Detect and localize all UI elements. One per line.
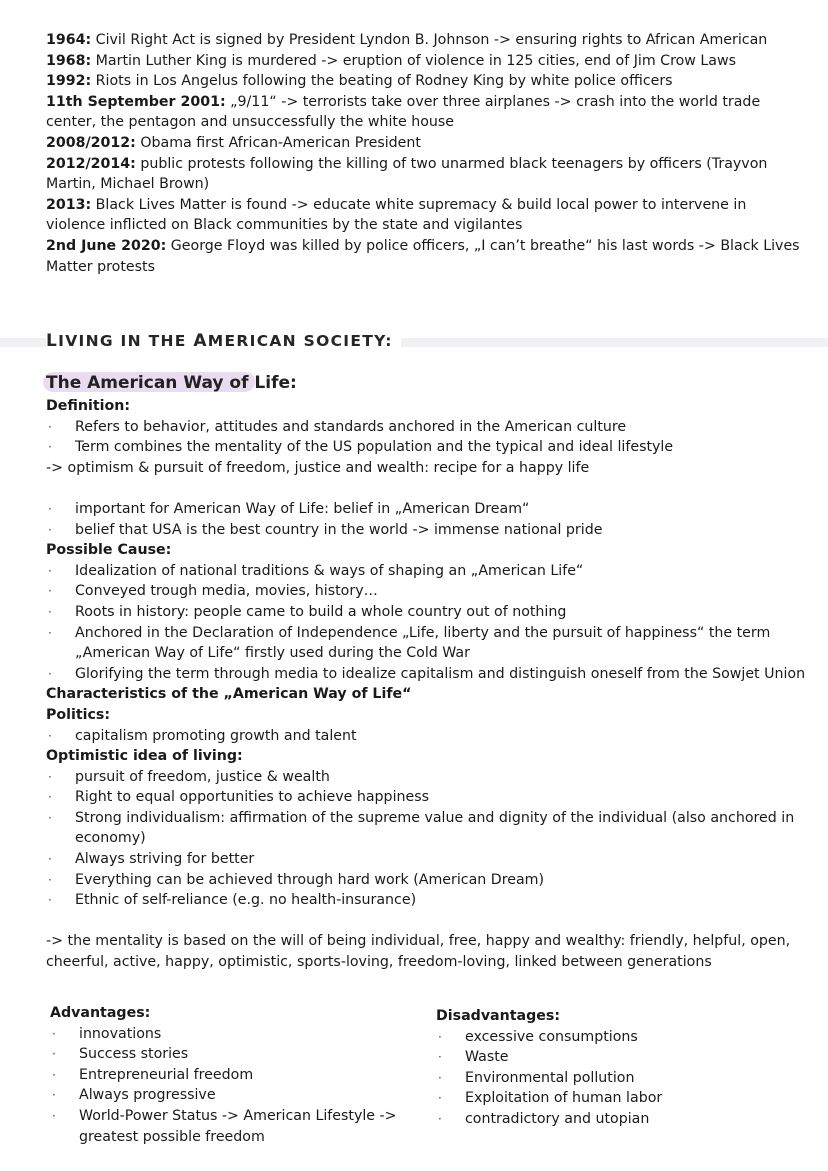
- bullet-icon: ·: [48, 872, 52, 887]
- timeline-text: Civil Right Act is signed by President Lyndon B. Johnson -> ensuring rights to African American: [91, 32, 768, 48]
- spacer: [46, 911, 806, 932]
- bullet-icon: ·: [438, 1029, 442, 1044]
- list-item: · Environmental pollution: [436, 1068, 806, 1089]
- timeline-text: public protests following the killing of two unarmed black teenagers by officers (Trayvon Martin, Michael Brown): [46, 155, 768, 193]
- definition-list: [46, 417, 806, 458]
- bullet-icon: ·: [48, 893, 52, 908]
- timeline-entry: [46, 133, 806, 154]
- optimistic-list: [46, 767, 806, 911]
- list-item: · contradictory and utopian: [436, 1109, 806, 1130]
- bullet-icon: ·: [48, 522, 52, 537]
- bullet-icon: ·: [438, 1070, 442, 1085]
- bullet-icon: ·: [52, 1088, 56, 1103]
- list-item: · Right to equal opportunities to achieve happiness: [46, 787, 806, 808]
- timeline-date: 2013:: [46, 196, 92, 213]
- list-item: · Ethnic of self-reliance (e.g. no health-insurance): [46, 890, 806, 911]
- list-item: · important for American Way of Life: belief in „American Dream“: [46, 499, 806, 520]
- bullet-icon: ·: [52, 1026, 56, 1041]
- timeline-date: 11th September 2001:: [46, 93, 226, 110]
- list-item: · Always progressive: [50, 1085, 410, 1106]
- disadvantages-list: [436, 1027, 806, 1130]
- subheading: The American Way of Life:: [46, 371, 297, 395]
- list-item: · excessive consumptions: [436, 1027, 806, 1048]
- list-item: · innovations: [50, 1024, 410, 1045]
- list-item: · Glorifying the term through media to idealize capitalism and distinguish oneself from the Sowjet Union: [46, 664, 806, 685]
- mentality-paragraph: -> the mentality is based on the will of being individual, free, happy and wealthy: friendly, helpful, open, cheerful, active, happy, optimistic, sports-loving, freedom-loving, linked between generations: [46, 933, 791, 971]
- definition-list-2: [46, 499, 806, 540]
- list-item: · Exploitation of human labor: [436, 1088, 806, 1109]
- timeline-entry: [46, 154, 806, 195]
- bullet-icon: ·: [48, 625, 52, 640]
- definition-label: Definition:: [46, 398, 131, 414]
- advantages-column: [50, 1003, 410, 1147]
- bullet-icon: ·: [48, 604, 52, 619]
- optimistic-label: Optimistic idea of living:: [46, 748, 243, 765]
- bullet-icon: ·: [48, 790, 52, 805]
- bullet-icon: ·: [52, 1047, 56, 1062]
- timeline-entry: [46, 71, 806, 92]
- timeline-date: 1968:: [46, 52, 92, 69]
- bullet-icon: ·: [438, 1111, 442, 1126]
- bullet-icon: ·: [52, 1108, 56, 1123]
- bullet-icon: ·: [48, 440, 52, 455]
- bullet-icon: ·: [48, 501, 52, 516]
- bullet-icon: ·: [48, 419, 52, 434]
- bullet-icon: ·: [48, 810, 52, 825]
- spacer: [46, 478, 806, 499]
- timeline-entry: [46, 51, 806, 72]
- advantages-label: Advantages:: [50, 1005, 151, 1021]
- section-heading: LIVING IN THE AMERICAN SOCIETY:: [46, 330, 401, 352]
- list-item: · Term combines the mentality of the US population and the typical and ideal lifestyle: [46, 437, 806, 458]
- politics-list: [46, 726, 806, 747]
- characteristics-label: Characteristics of the „American Way of Life“: [46, 686, 412, 703]
- bullet-icon: ·: [48, 666, 52, 681]
- bullet-icon: ·: [438, 1091, 442, 1106]
- list-item: · Refers to behavior, attitudes and standards anchored in the American culture: [46, 417, 806, 438]
- list-item: · Strong individualism: affirmation of the supreme value and dignity of the individual (also anchored in economy): [48, 809, 795, 847]
- list-item: · pursuit of freedom, justice & wealth: [46, 767, 806, 788]
- timeline-date: 1992:: [46, 73, 92, 90]
- bullet-icon: ·: [48, 563, 52, 578]
- main-content: [46, 396, 806, 973]
- timeline-text: „9/11“ -> terrorists take over three airplanes -> crash into the world trade center, the pentagon and unsuccessfully the white house: [46, 93, 761, 131]
- timeline-text: Riots in Los Angelus following the beating of Rodney King by white police officers: [91, 73, 673, 90]
- timeline-date: 1964:: [46, 32, 92, 48]
- list-item: · Anchored in the Declaration of Independence „Life, liberty and the pursuit of happiness“ the term „American Way of Life“ firstly used during the Cold War: [48, 624, 771, 662]
- list-item: · Success stories: [50, 1044, 410, 1065]
- list-item: · Entrepreneurial freedom: [50, 1065, 410, 1086]
- timeline-text: Obama first African-American President: [135, 134, 421, 151]
- timeline-entry: [46, 92, 806, 133]
- list-item: · Conveyed trough media, movies, history…: [46, 581, 806, 602]
- timeline-entry: [46, 195, 806, 236]
- bullet-icon: ·: [48, 584, 52, 599]
- bullet-icon: ·: [48, 769, 52, 784]
- timeline-text: Martin Luther King is murdered -> eruption of violence in 125 cities, end of Jim Crow Laws: [91, 52, 736, 69]
- list-item: · Idealization of national traditions & ways of shaping an „American Life“: [46, 561, 806, 582]
- list-item: · Always striving for better: [46, 849, 806, 870]
- politics-label: Politics:: [46, 706, 111, 723]
- definition-conclusion: -> optimism & pursuit of freedom, justice and wealth: recipe for a happy life: [46, 459, 590, 476]
- timeline: [46, 30, 806, 277]
- bullet-icon: ·: [52, 1067, 56, 1082]
- list-item: · belief that USA is the best country in the world -> immense national pride: [46, 520, 806, 541]
- list-item: · Everything can be achieved through hard work (American Dream): [46, 870, 806, 891]
- bullet-icon: ·: [48, 852, 52, 867]
- timeline-entry: [46, 236, 806, 277]
- list-item: · World-Power Status -> American Lifestyle -> greatest possible freedom: [52, 1107, 397, 1145]
- timeline-entry: [46, 30, 806, 51]
- cause-label: Possible Cause:: [46, 542, 172, 559]
- disadvantages-column: [436, 1006, 806, 1130]
- timeline-date: 2012/2014:: [46, 155, 136, 172]
- timeline-date: 2008/2012:: [46, 134, 136, 151]
- advantages-list: [50, 1024, 410, 1148]
- timeline-date: 2nd June 2020:: [46, 237, 167, 254]
- list-item: · Roots in history: people came to build a whole country out of nothing: [46, 602, 806, 623]
- disadvantages-label: Disadvantages:: [436, 1008, 560, 1024]
- bullet-icon: ·: [438, 1050, 442, 1065]
- list-item: · capitalism promoting growth and talent: [46, 726, 806, 747]
- cause-list: [46, 561, 806, 685]
- timeline-text: George Floyd was killed by police officers, „I can’t breathe“ his last words -> Black Lives Matter protests: [46, 237, 800, 275]
- list-item: · Waste: [436, 1047, 806, 1068]
- timeline-text: Black Lives Matter is found -> educate white supremacy & build local power to intervene in violence inflicted on Black communities by the state and vigilantes: [46, 196, 747, 234]
- bullet-icon: ·: [48, 728, 52, 743]
